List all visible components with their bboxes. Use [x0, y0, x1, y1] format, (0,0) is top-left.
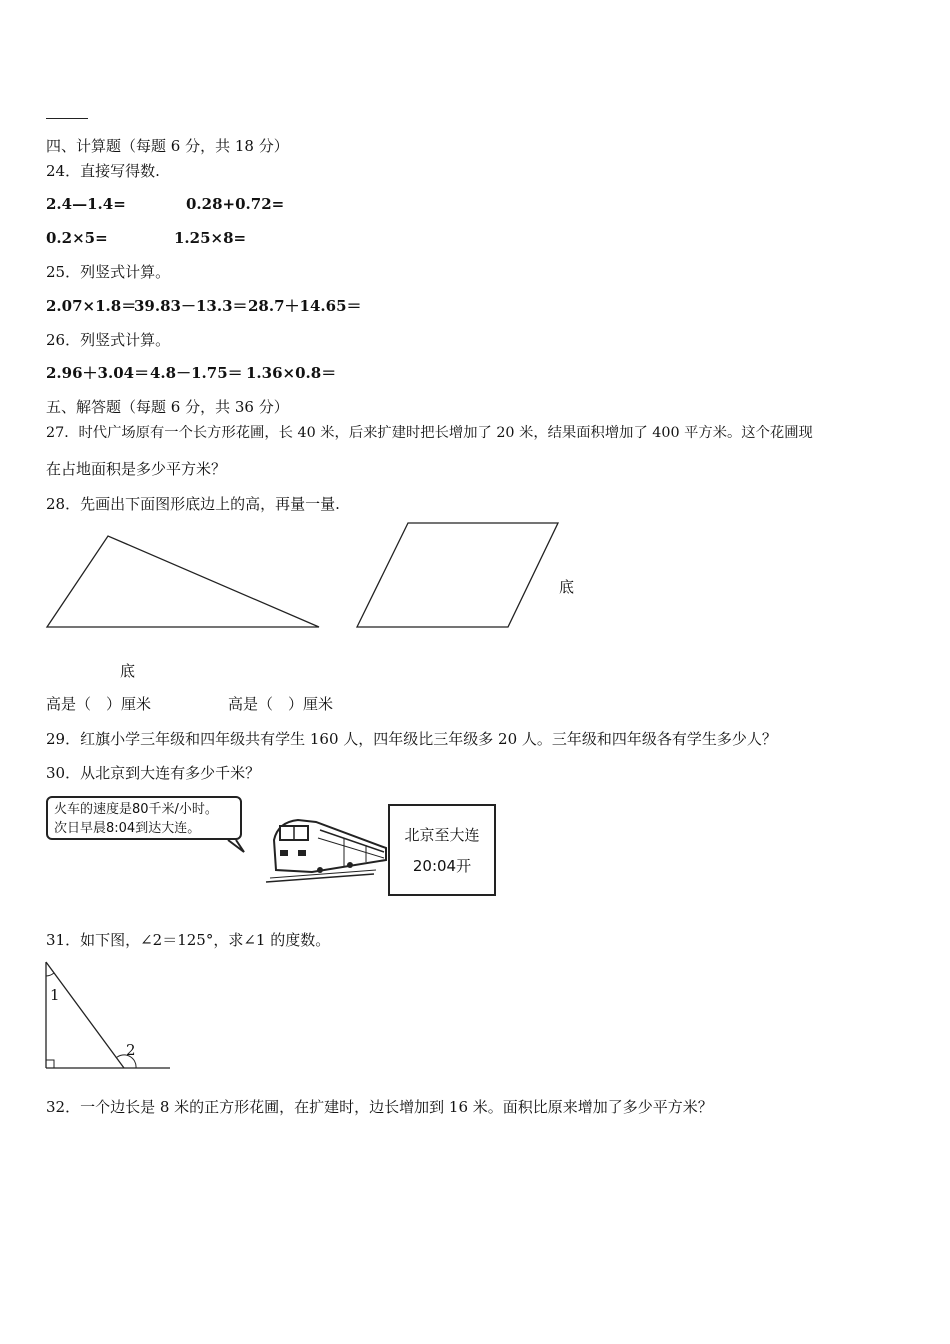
q25-title: 25．列竖式计算。 [46, 263, 171, 281]
q24-title: 24．直接写得数. [46, 162, 160, 180]
bubble-line-1: 火车的速度是80千米/小时。 [54, 802, 218, 817]
q24-item-1: 2.4—1.4= [46, 195, 126, 213]
section4-heading: 四、计算题（每题 6 分，共 18 分） [46, 137, 289, 155]
q26-item-1: 2.96＋3.04＝ [46, 364, 150, 382]
q25-item-2: 39.83－13.3＝ [134, 297, 248, 315]
q32-text: 32．一个边长是 8 米的正方形花圃，在扩建时，边长增加到 16 米。面积比原来增加了多少平方米？ [46, 1098, 713, 1116]
q26-item-3: 1.36×0.8＝ [246, 364, 337, 382]
sign-line-1: 北京至大连 [404, 826, 480, 844]
bubble-line-2: 次日早晨8:04到达大连。 [54, 821, 201, 836]
q28-title: 28．先画出下面图形底边上的高，再量一量. [46, 495, 340, 513]
q26-item-2: 4.8－1.75＝ [150, 364, 243, 382]
triangle-height-answer: 高是（ ）厘米 [46, 695, 152, 713]
sign-line-2: 20:04开 [412, 857, 472, 875]
q30-title: 30．从北京到大连有多少千米？ [46, 764, 261, 782]
q26-title: 26．列竖式计算。 [46, 331, 171, 349]
q24-item-3: 0.2×5= [46, 229, 108, 247]
q25-item-1: 2.07×1.8＝ [46, 297, 137, 315]
angle2-label: 2 [126, 1041, 136, 1059]
parallelogram-height-answer: 高是（ ）厘米 [228, 695, 334, 713]
parallelogram-base-label: 底 [559, 578, 575, 596]
triangle-base-label: 底 [120, 662, 136, 680]
q24-item-2: 0.28+0.72= [186, 195, 285, 213]
q25-item-3: 28.7＋14.65＝ [248, 297, 362, 315]
q24-item-4: 1.25×8= [174, 229, 247, 247]
q27-line2: 在占地面积是多少平方米？ [46, 460, 227, 478]
q29-text: 29．红旗小学三年级和四年级共有学生 160 人，四年级比三年级多 20 人。三年级和四年级各有学生多少人？ [46, 730, 777, 748]
q27-line1: 27．时代广场原有一个长方形花圃，长 40 米，后来扩建时把长增加了 20 米，结果面积增加了 400 平方米。这个花圃现 [46, 425, 813, 441]
q31-title: 31．如下图，∠2＝125°，求∠1 的度数。 [46, 931, 331, 949]
section5-heading: 五、解答题（每题 6 分，共 36 分） [46, 398, 289, 416]
angle1-label: 1 [50, 986, 60, 1004]
